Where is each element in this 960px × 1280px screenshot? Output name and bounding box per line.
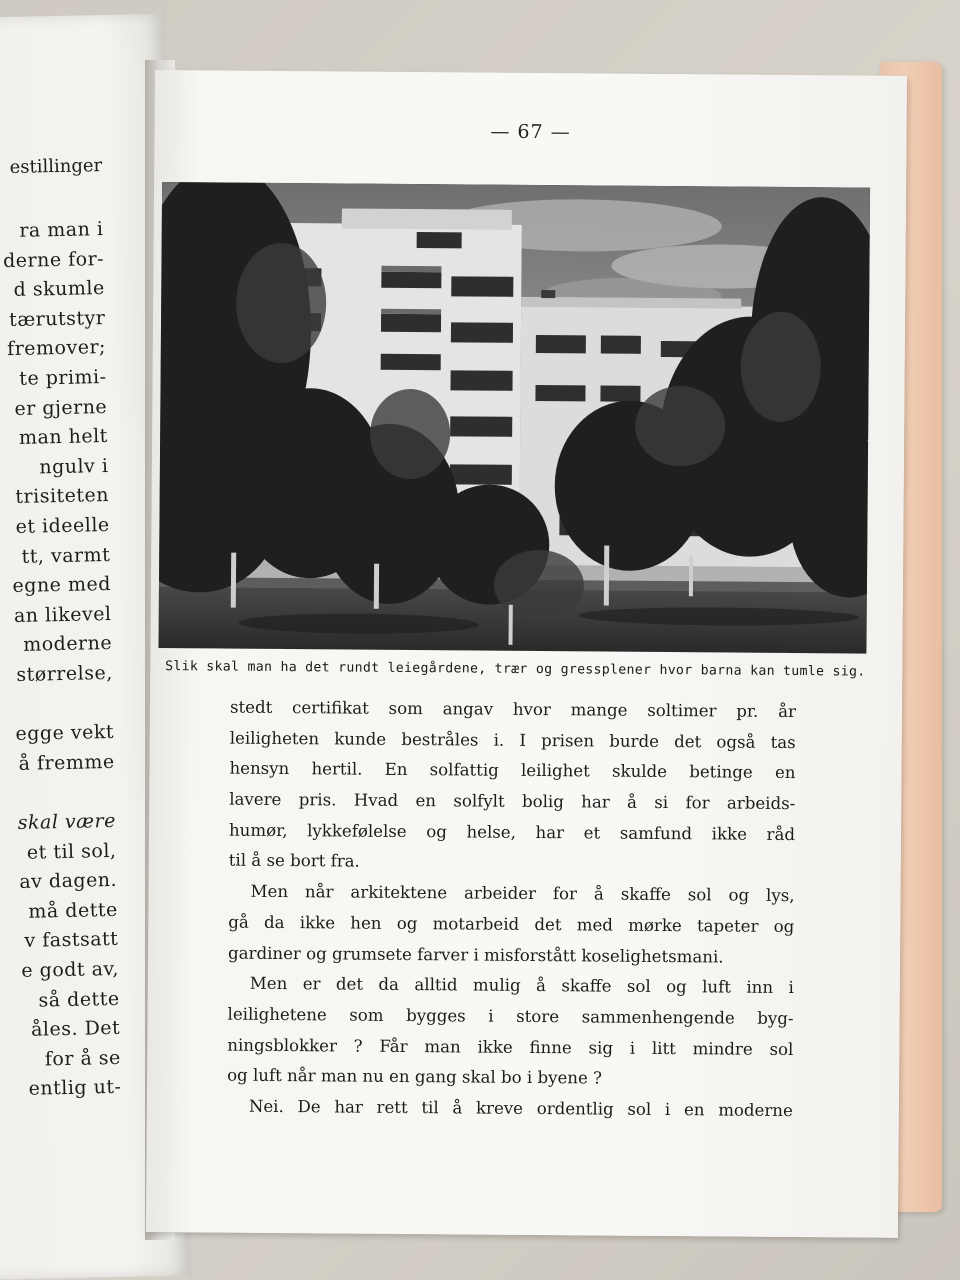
left-page-line: tærutstyr — [8, 306, 106, 331]
body-text-line: ningsblokker ? Får man ikke finne sig i litt mindre sol — [227, 1035, 794, 1059]
left-page-line: e godt av, — [21, 957, 120, 982]
left-page-line: så dette — [38, 987, 120, 1012]
body-text-line: gardiner og grumsete farver i misforstått koselighetsmani. — [227, 943, 724, 966]
left-page-line: d skumle — [13, 277, 105, 302]
right-page — [146, 70, 907, 1238]
photo-caption: Slik skal man ha det rundt leiegårdene, trær og gressplener hvor barna kan tumle sig. — [165, 659, 866, 680]
left-page-line: åles. Det — [30, 1017, 121, 1041]
body-text-line: gå da ikke hen og motarbeid det med mørke tapeter og — [228, 912, 795, 936]
body-text-line: til å se bort fra. — [228, 851, 360, 872]
body-text-line: lavere pris. Hvad en solfylt bolig har å si for arbeids- — [229, 789, 796, 814]
left-page-line: man helt — [18, 425, 109, 450]
body-text-line: Nei. De har rett til å kreve ordentlig sol i en moderne — [248, 1096, 793, 1120]
body-text-line: Men er det da alltid mulig å skaffe sol og luft inn i — [249, 973, 794, 998]
left-page-line: er gjerne — [14, 395, 108, 420]
left-page-line: ra man i — [19, 218, 104, 242]
left-page-line: entlig ut- — [28, 1076, 122, 1101]
left-page-line: an likevel — [13, 602, 112, 627]
left-page-line: tt, varmt — [21, 543, 111, 568]
left-page-line: skal være — [17, 809, 117, 834]
left-page-line: å fremme — [18, 750, 115, 775]
body-text-line: stedt certifikat som angav hvor mange soltimer pr. år — [229, 697, 797, 722]
left-page-line: størrelse, — [16, 661, 113, 686]
left-page-line: egge vekt — [15, 721, 115, 746]
left-page-line: trisiteten — [15, 484, 110, 509]
left-page-line: moderne — [22, 632, 113, 657]
body-text-line: hensyn hertil. En solfattig leilighet skulde betinge en — [229, 758, 796, 783]
left-page-line: må dette — [28, 898, 118, 923]
body-text-line: humør, lykkefølelse og helse, har et samfund ikke råd — [228, 820, 796, 844]
left-page-line: fremover; — [6, 336, 107, 361]
left-page-line: et ideelle — [15, 513, 110, 538]
body-text-line: leiligheten kunde bestråles i. I prisen burde det også tas — [229, 728, 796, 752]
left-page-line: v fastsatt — [24, 928, 119, 953]
body-text — [227, 693, 796, 1127]
left-page-line: et til sol, — [26, 839, 117, 864]
body-text-line: og luft når man nu en gang skal bo i byene ? — [227, 1065, 603, 1088]
building-photograph — [158, 182, 870, 654]
body-text-line: Men når arkitektene arbeider for å skaffe sol og lys, — [250, 881, 795, 906]
body-text-line: leilighetene som bygges i store sammenhengende byg- — [227, 1004, 794, 1028]
page-number: — 67 — — [490, 120, 571, 144]
left-page-line: derne for- — [2, 247, 105, 272]
left-page-line: av dagen. — [19, 869, 118, 894]
left-page-line: te primi- — [19, 366, 107, 390]
left-page-line: egne med — [12, 573, 112, 598]
left-page-line: for å se — [44, 1046, 122, 1071]
left-page-heading: estillinger — [9, 155, 103, 178]
left-page-line: ngulv i — [39, 454, 109, 479]
